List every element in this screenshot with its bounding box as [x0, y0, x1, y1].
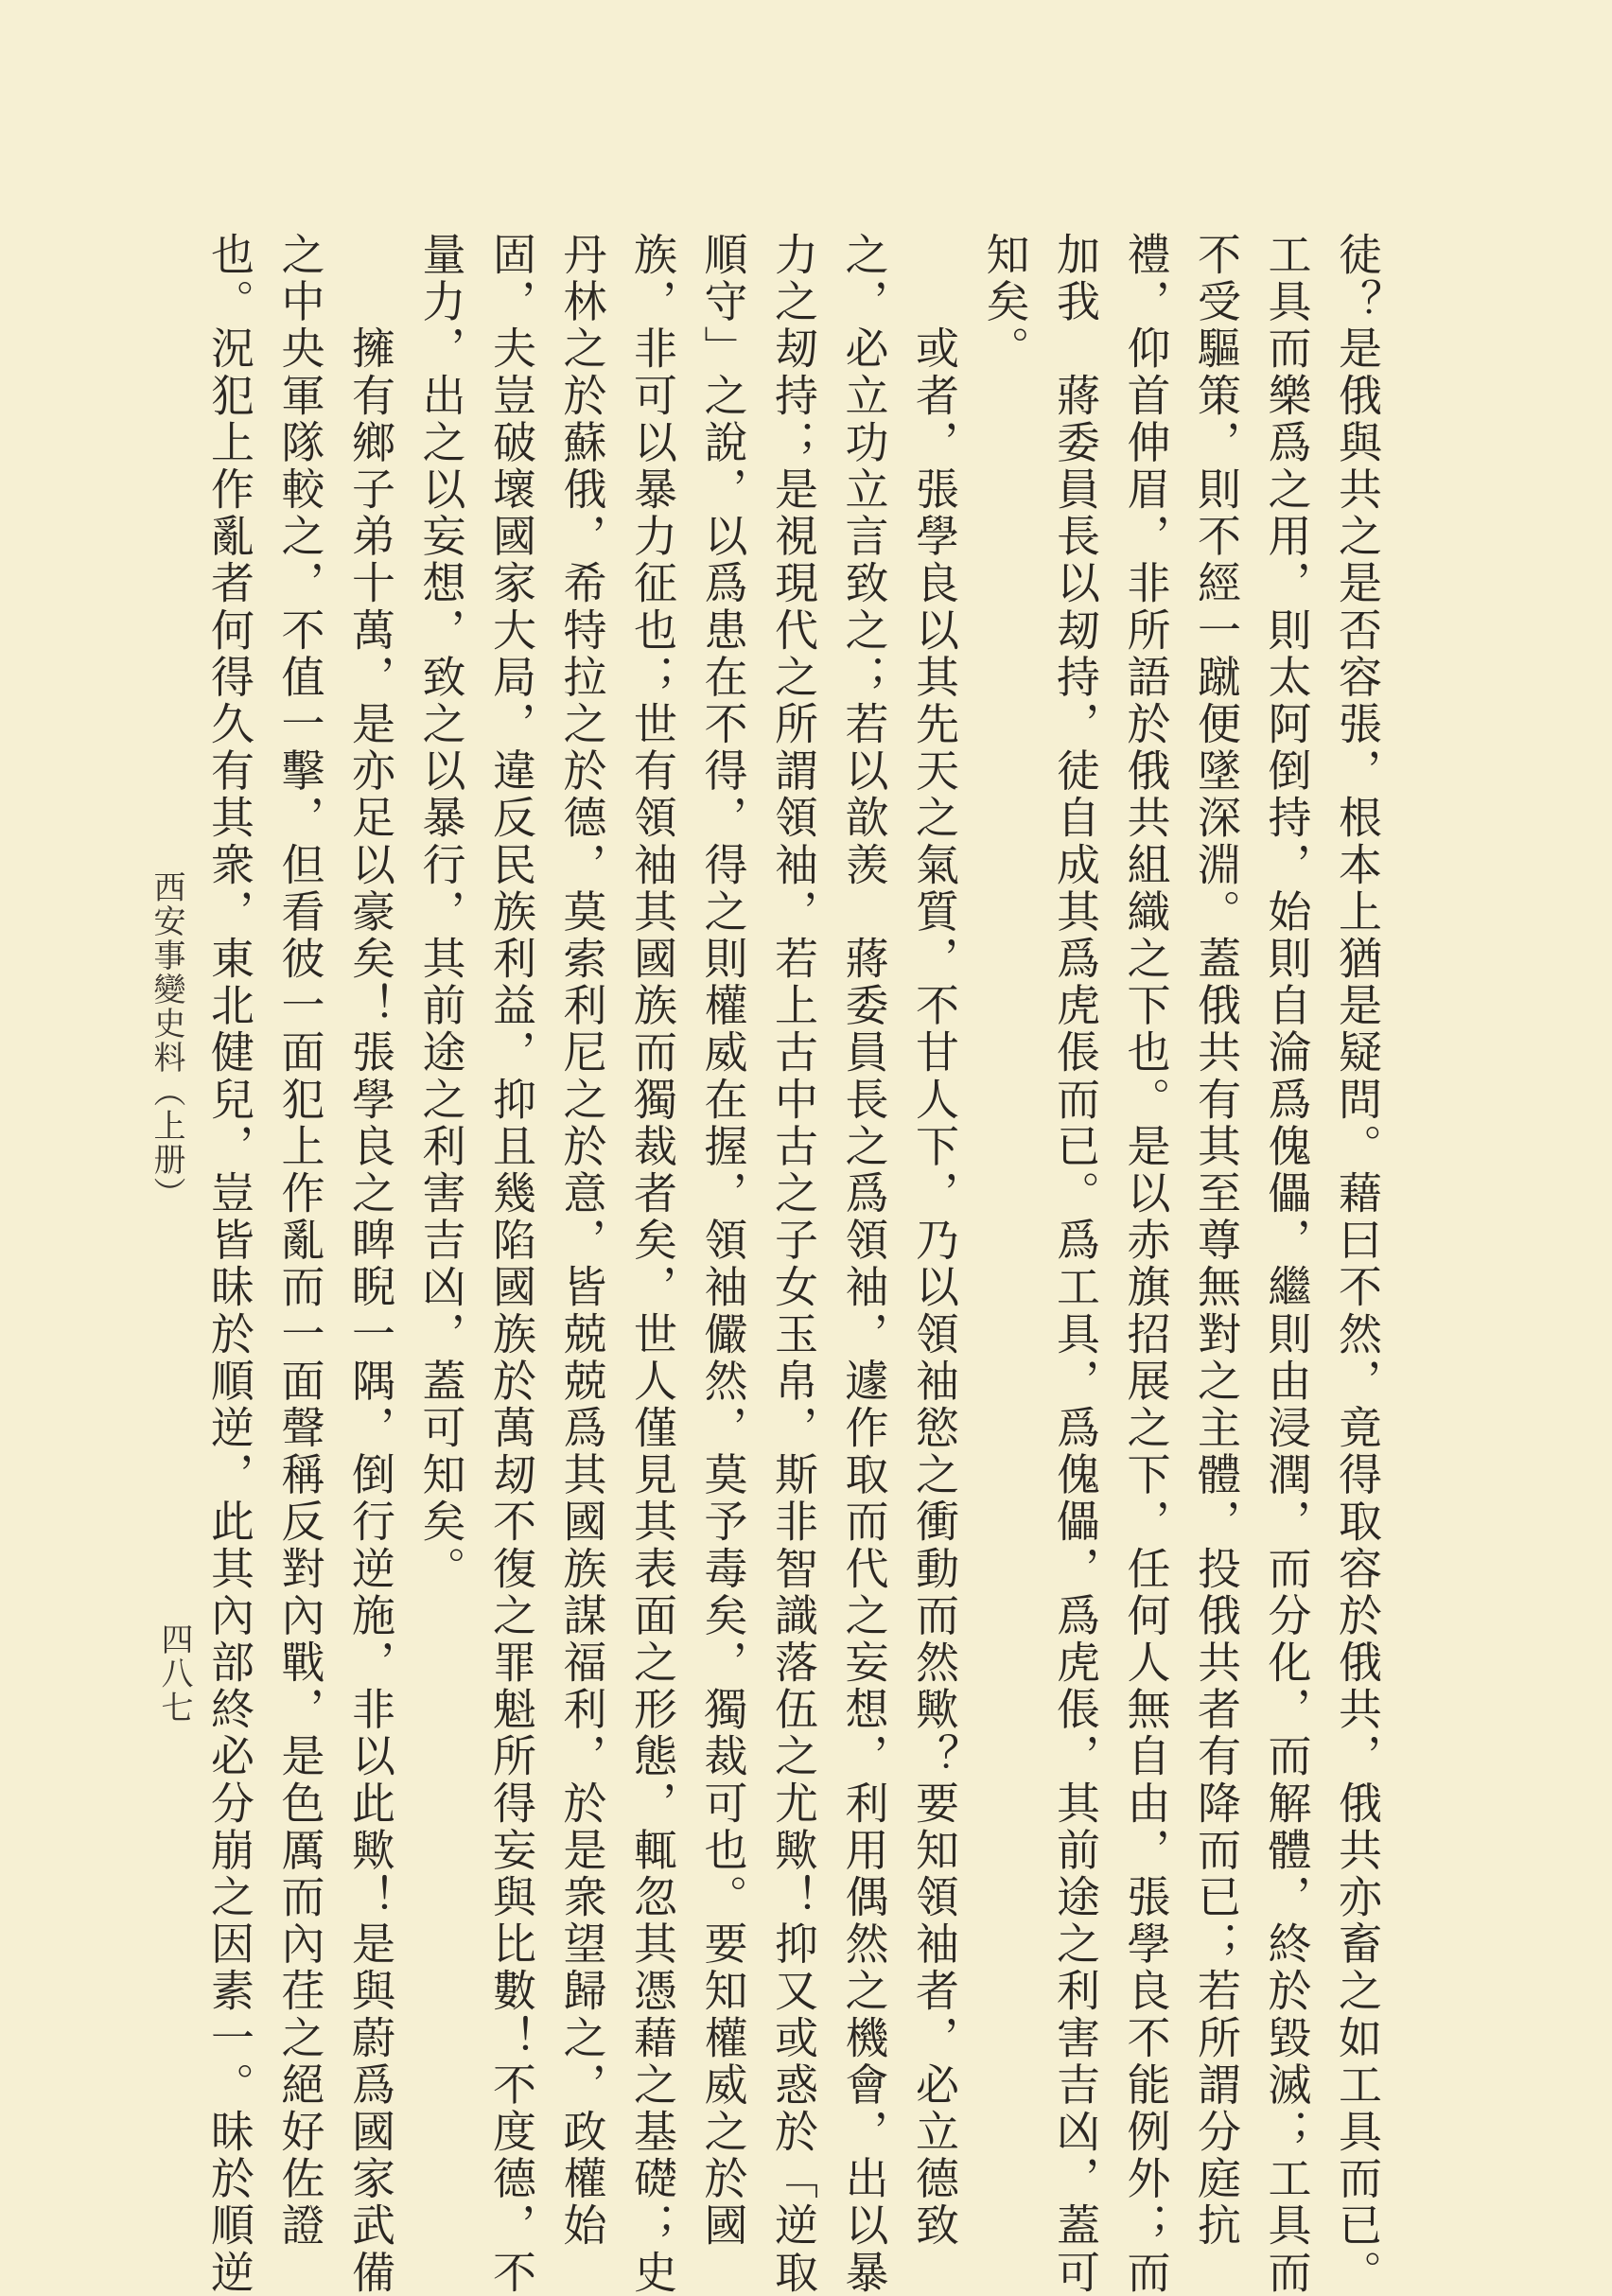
text-column: 之，必立功立言致之；若以歆羡 蔣委員長之爲領袖，遽作取而代之妄想，利用偶然之機會，出以暴 [838, 232, 890, 2296]
page-number: 四八七 [155, 1622, 193, 1725]
text-column: 也。況犯上作亂者何得久有其衆，東北健兒，豈皆昧於順逆，此其內部終必分崩之因素一。昧於順逆 [204, 232, 255, 2296]
text-column: 量力，出之以妄想，致之以暴行，其前途之利害吉凶，蓋可知矣。 [415, 232, 467, 1593]
text-column: 禮，仰首伸眉，非所語於俄共組織之下也。是以赤旗招展之下，任何人無自由，張學良不能例外；而 [1120, 232, 1172, 2296]
body-text [195, 232, 1393, 2296]
text-column: 固，夫豈破壞國家大局，違反民族利益，抑且幾陷國族於萬刼不復之罪魁所得妄與比數！不度德，不 [486, 232, 537, 2296]
text-column: 加我 蔣委員長以刼持，徒自成其爲虎倀而已。爲工具，爲傀儡，爲虎倀，其前途之利害吉凶，蓋可 [1050, 232, 1101, 2296]
book-title: 西安事變史料（上册） [148, 870, 185, 1211]
text-column: 不受驅策，則不經一蹴便墜深淵。蓋俄共有其至尊無對之主體，投俄共者有降而已；若所謂分庭抗 [1191, 232, 1242, 2250]
text-column: 或者，張學良以其先天之氣質，不甘人下，乃以領袖慾之衝動而然歟？要知領袖者，必立德致 [909, 232, 960, 2250]
text-column: 族，非可以暴力征也；世有領袖其國族而獨裁者矣，世人僅見其表面之形態，輒忽其憑藉之基礎；史 [627, 232, 678, 2296]
text-column: 丹林之於蘇俄，希特拉之於德，莫索利尼之於意，皆兢兢爲其國族謀福利，於是衆望歸之，政權始 [556, 232, 608, 2250]
text-column: 知矣。 [979, 232, 1031, 373]
text-column: 徒？是俄與共之是否容張，根本上猶是疑問。藉曰不然，竟得取容於俄共，俄共亦畜之如工具而已。 [1332, 232, 1383, 2296]
text-column: 擁有鄉子弟十萬，是亦足以豪矣！張學良之睥睨一隅，倒行逆施，非以此歟！是與蔚爲國家武備 [345, 232, 396, 2296]
text-column: 工具而樂爲之用，則太阿倒持，始則自淪爲傀儡，繼則由浸潤，而分化，而解體，終於毀滅；工具而 [1261, 232, 1313, 2296]
text-column: 之中央軍隊較之，不值一擊，但看彼一面犯上作亂而一面聲稱反對內戰，是色厲而內荏之絕好佐證 [274, 232, 326, 2250]
text-column: 力之刼持；是視現代之所謂領袖，若上古中古之子女玉帛，斯非智識落伍之尤歟！抑又或惑於「逆取 [768, 232, 819, 2296]
text-column: 順守」之說，以爲患在不得，得之則權威在握，領袖儼然，莫予毒矣，獨裁可也。要知權威之於國 [697, 232, 749, 2250]
